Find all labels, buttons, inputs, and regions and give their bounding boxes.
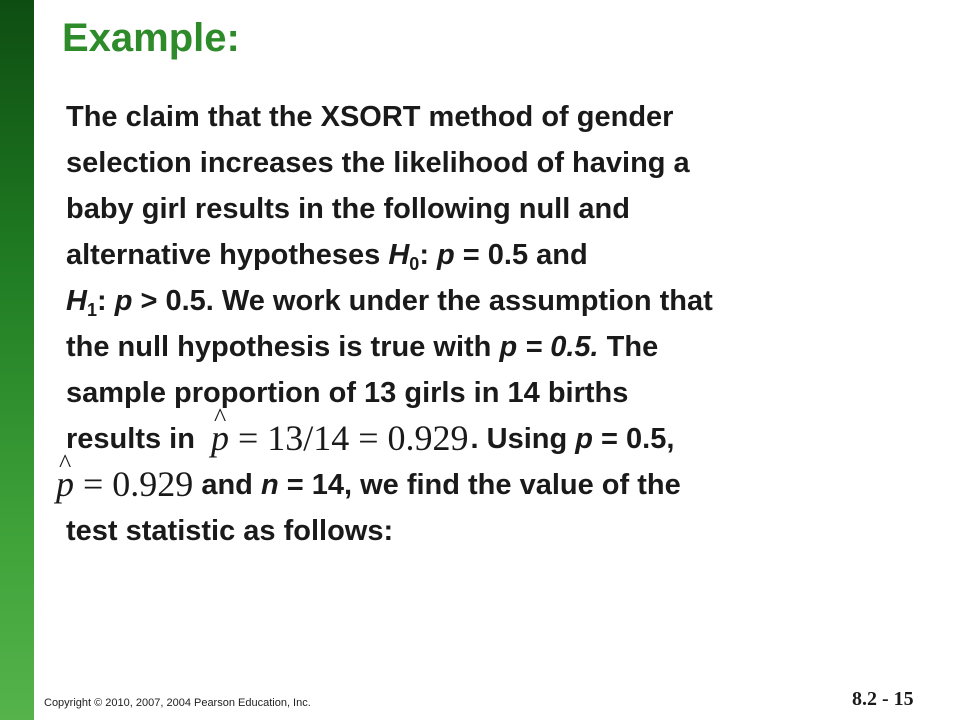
text-fragment: = 0.5,	[593, 423, 675, 455]
text-fragment: > 0.5. We work under the assumption that	[132, 285, 713, 317]
text-fragment: :	[419, 239, 438, 271]
p-hat-symbol: ^ p	[211, 418, 229, 458]
text-fragment: alternative hypotheses	[66, 239, 389, 271]
formula-expression: = 13/14 = 0.929	[228, 418, 469, 458]
p-value-assumption: p = 0.5.	[499, 331, 599, 363]
slide-body	[56, 94, 946, 554]
text-fragment: and	[201, 469, 261, 501]
text-fragment: :	[96, 285, 115, 317]
body-line-7: sample proportion of 13 girls in 14 births	[66, 377, 629, 409]
p-hat-symbol: ^ p	[56, 464, 74, 504]
p-symbol: p	[437, 239, 455, 271]
sample-proportion-formula	[211, 418, 469, 458]
n-symbol: n	[260, 469, 279, 501]
text-fragment: results in	[66, 423, 195, 455]
text-fragment: . Using	[470, 423, 576, 455]
formula-expression: = 0.929	[74, 464, 194, 504]
body-line-8	[66, 416, 946, 462]
text-fragment: the null hypothesis is true with	[66, 331, 500, 363]
body-line-2: selection increases the likelihood of having a	[66, 147, 690, 179]
h1-symbol: H	[66, 285, 87, 317]
h1-subscript: 1	[86, 300, 97, 320]
text-fragment: = 0.5 and	[454, 239, 588, 271]
body-line-1: The claim that the XSORT method of gender	[66, 101, 674, 133]
body-line-6	[66, 324, 946, 370]
body-line-10: test statistic as follows:	[66, 515, 394, 547]
slide-number: 8.2 - 15	[852, 688, 914, 710]
p-symbol: p	[575, 423, 593, 455]
h0-subscript: 0	[409, 254, 420, 274]
body-line-9	[56, 462, 946, 508]
body-line-4	[66, 232, 946, 278]
text-fragment: The	[598, 331, 659, 363]
body-line-3: baby girl results in the following null and	[66, 193, 630, 225]
p-hat-value-formula	[56, 464, 193, 504]
text-fragment: = 14, we find the value of the	[278, 469, 681, 501]
body-line-5	[66, 278, 946, 324]
p-symbol: p	[114, 285, 133, 317]
sidebar-stripe	[0, 0, 34, 720]
copyright-notice: Copyright © 2010, 2007, 2004 Pearson Education, Inc.	[44, 697, 311, 709]
slide-title: Example:	[62, 16, 240, 60]
h0-symbol: H	[388, 239, 410, 271]
